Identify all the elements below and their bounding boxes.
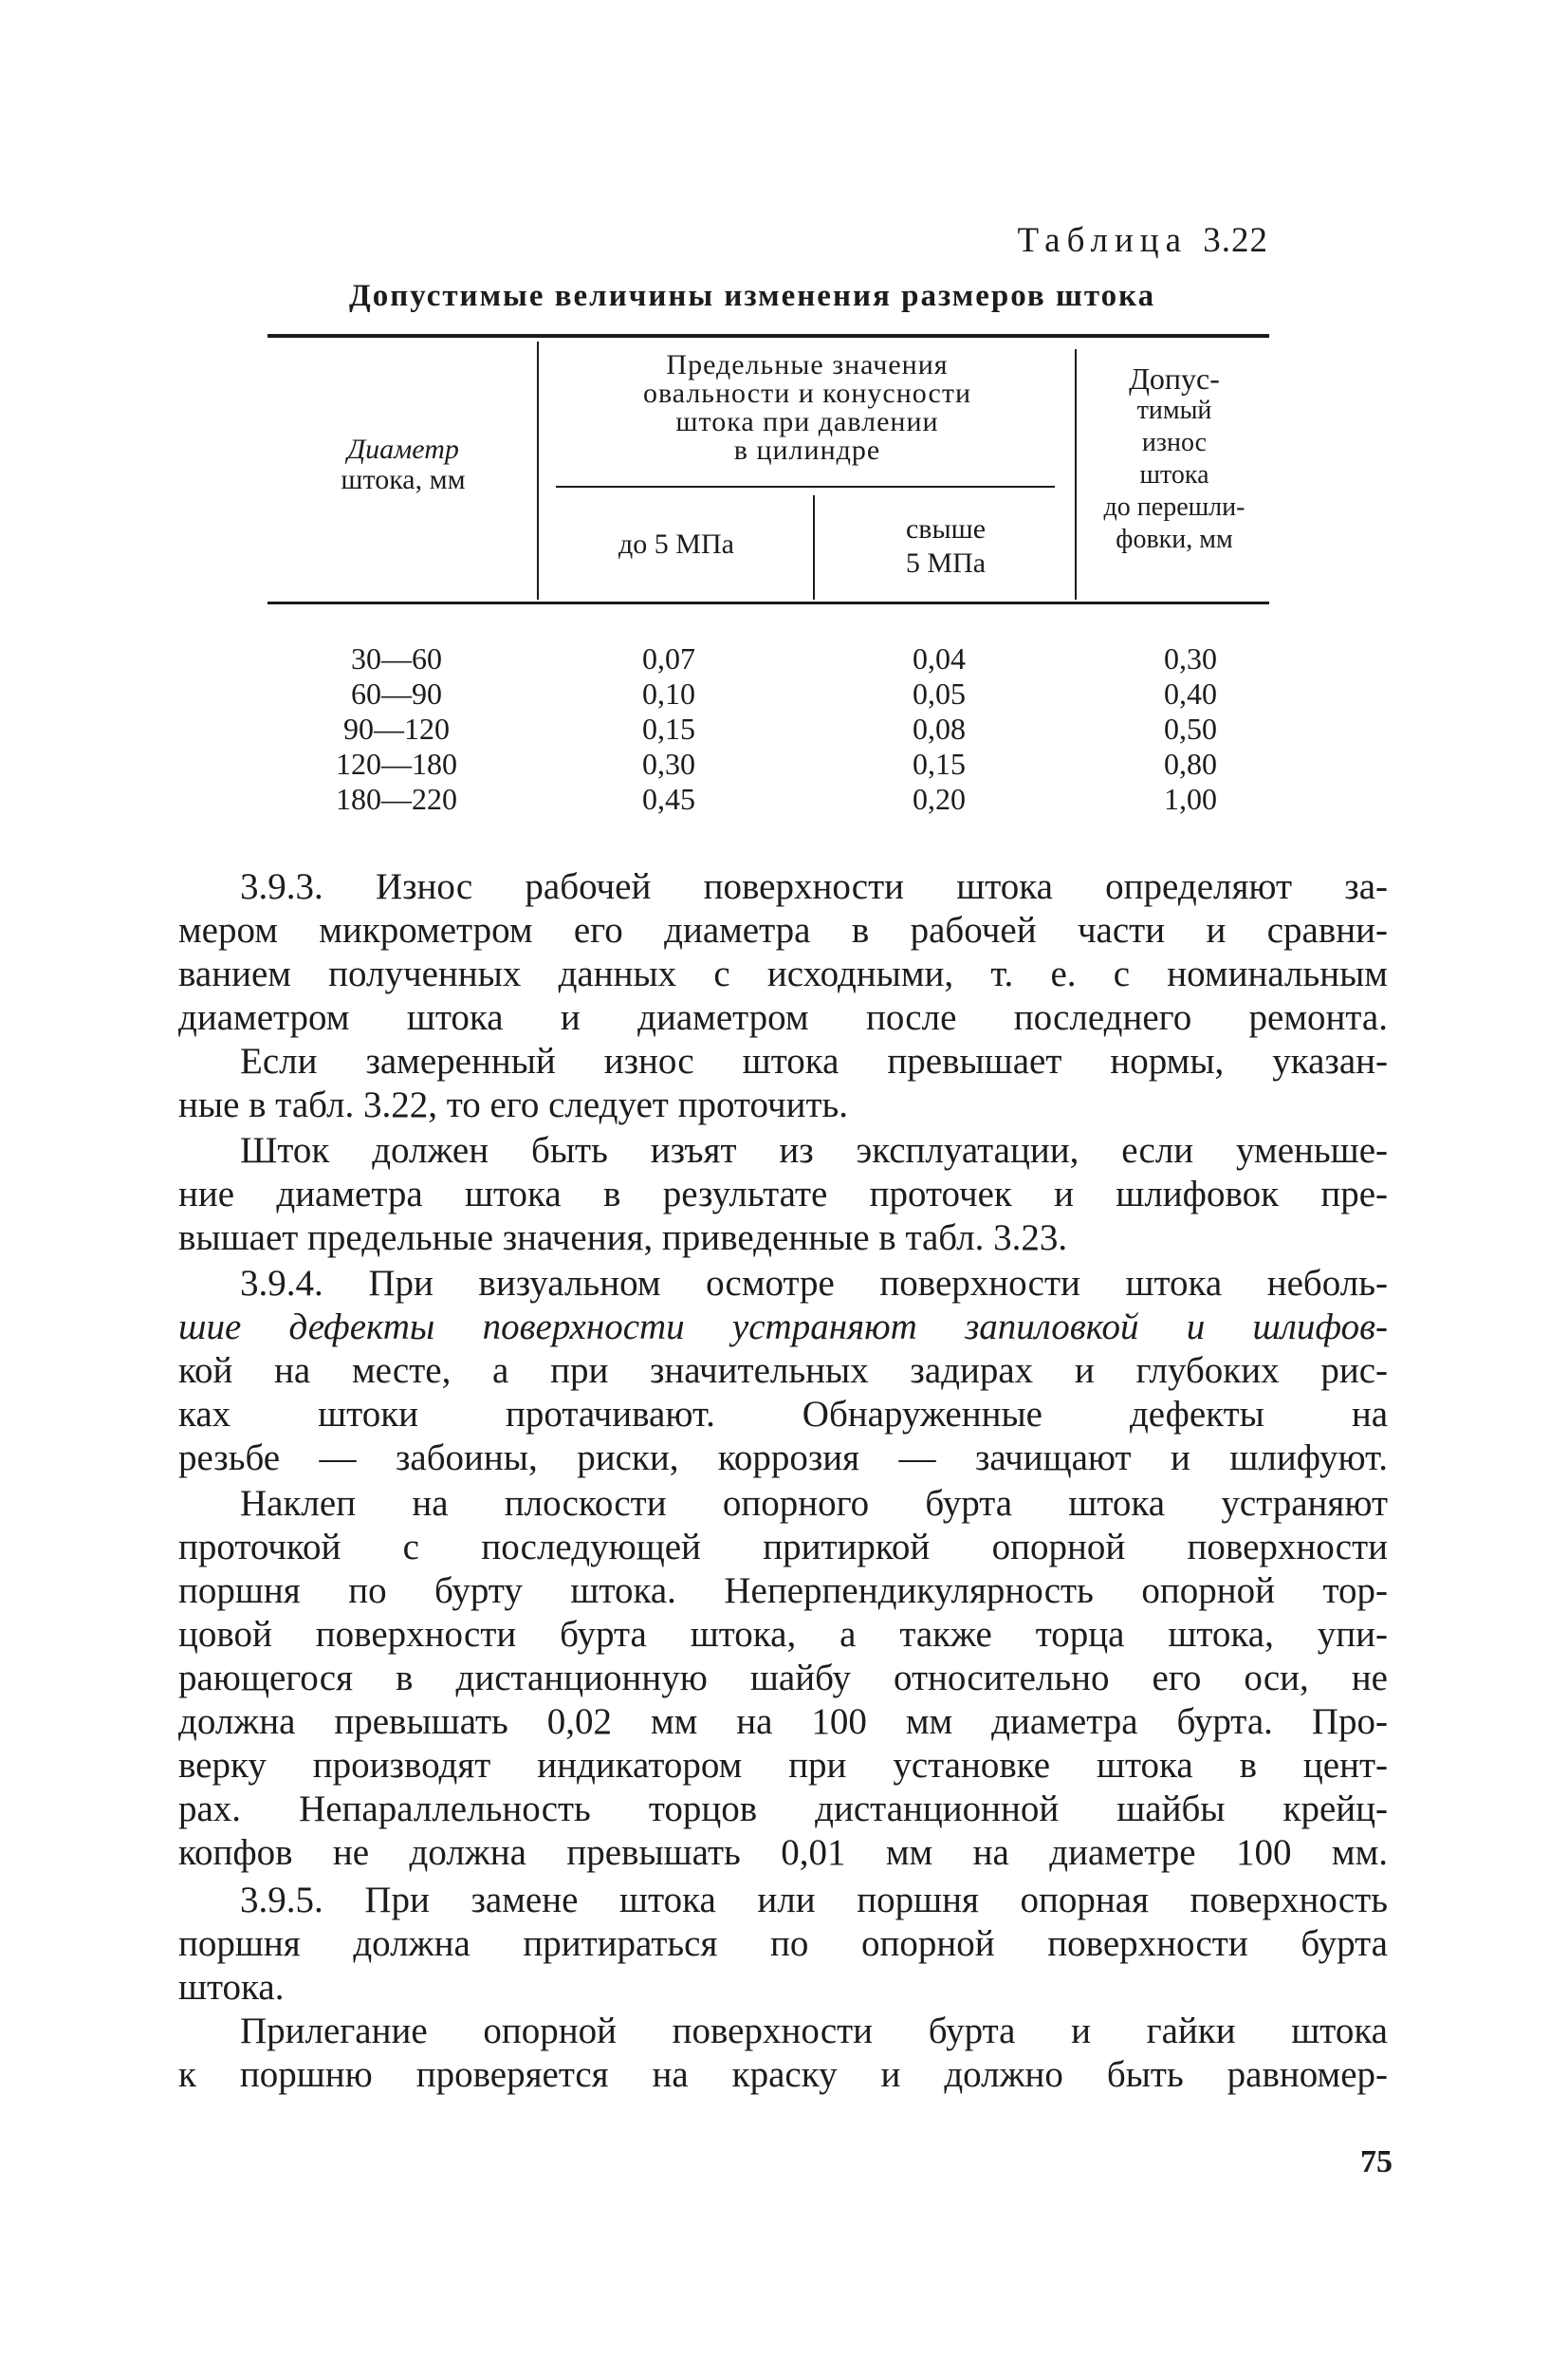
table-cell: 180—220	[336, 782, 457, 816]
text-line: мером микрометром его диаметра в рабочей части и сравни-	[178, 910, 1388, 951]
paragraph-withdrawal	[178, 1129, 1388, 1260]
text-line: 3.9.5. При замене штока или поршня опорная поверхность	[240, 1880, 1388, 1920]
text-line: ние диаметра штока в результате проточек и шлифовок пре-	[178, 1174, 1388, 1214]
paragraph-3-9-5	[178, 1879, 1388, 2010]
table-label-word: Таблица	[1017, 221, 1188, 260]
table-cell: 0,15	[913, 747, 966, 781]
table-divider-3	[813, 495, 815, 600]
header-pressure-low: до 5 МПа	[618, 528, 734, 560]
table-cell: 0,30	[1164, 641, 1217, 676]
text-line: должна превышать 0,02 мм на 100 мм диаметра бурта. Про-	[178, 1701, 1388, 1742]
text-line: поршня должна притираться по опорной поверхности бурта	[178, 1923, 1388, 1964]
table-top-rule	[267, 334, 1269, 338]
header-limit-line-2: овальности и конусности	[642, 378, 972, 409]
text-line: ках штоки протачивают. Обнаруженные дефекты на	[178, 1394, 1388, 1435]
header-pressure-high-line-2: 5 МПа	[905, 547, 987, 579]
text-line: 3.9.3. Износ рабочей поверхности штока определяют за-	[240, 866, 1388, 907]
table-cell: 30—60	[351, 641, 442, 676]
table-cell: 0,10	[642, 677, 695, 711]
text-line: вышает предельные значения, приведенные в табл. 3.23.	[178, 1217, 1068, 1258]
table-label	[1018, 220, 1269, 261]
text-line: рах. Непараллельность торцов дистанционной шайбы крейц-	[178, 1789, 1388, 1829]
table-cell: 0,80	[1164, 747, 1217, 781]
text-line: поршня по бурту штока. Неперпендикулярность опорной тор-	[178, 1570, 1388, 1611]
table-cell: 0,20	[913, 782, 966, 816]
header-limit-line-3: штока при давлении	[675, 406, 939, 437]
text-line: верку производят индикатором при установке штока в цент-	[178, 1745, 1388, 1786]
text-line: копфов не должна превышать 0,01 мм на диаметре 100 мм.	[178, 1832, 1388, 1873]
text-line: шие дефекты поверхности устраняют запиловкой и шлифов-	[178, 1307, 1388, 1347]
text-line: Прилегание опорной поверхности бурта и гайки штока	[240, 2011, 1388, 2051]
table-cell: 1,00	[1164, 782, 1217, 816]
header-diameter-line-2: штока, мм	[341, 464, 466, 495]
header-allowed-wear	[1081, 362, 1267, 556]
header-wear-line-2: тимый	[1136, 396, 1212, 425]
header-limit-values	[546, 351, 1068, 465]
table-cell: 0,45	[642, 782, 695, 816]
text-line: штока.	[178, 1967, 285, 2008]
text-line: ные в табл. 3.22, то его следует проточить.	[178, 1084, 849, 1125]
text-line: ванием полученных данных с исходными, т. е. с номинальным	[178, 954, 1388, 994]
header-wear-line-1: Допус-	[1129, 361, 1220, 396]
table-cell: 0,15	[642, 712, 695, 746]
table-cell: 90—120	[343, 712, 450, 746]
text-line: 3.9.4. При визуальном осмотре поверхности штока неболь-	[240, 1263, 1388, 1304]
text-line: диаметром штока и диаметром после последнего ремонта.	[178, 997, 1388, 1038]
table-cell: 60—90	[351, 677, 442, 711]
header-pressure-high	[821, 512, 1070, 581]
table-caption: Допустимые величины изменения размеров штока	[349, 279, 1156, 313]
text-line: к поршню проверяется на краску и должно быть равномер-	[178, 2054, 1388, 2095]
header-wear-line-6: фовки, мм	[1116, 525, 1233, 554]
table-cell: 0,30	[642, 747, 695, 781]
column-diameter	[302, 641, 491, 817]
column-pressure-low	[588, 641, 749, 817]
table-cell: 0,05	[913, 677, 966, 711]
column-pressure-high	[858, 641, 1020, 817]
header-wear-line-5: до перешли-	[1103, 492, 1245, 522]
table-cell: 0,40	[1164, 677, 1217, 711]
table-label-number: 3.22	[1203, 221, 1268, 260]
table-cell: 0,08	[913, 712, 966, 746]
header-limit-line-4: в цилиндре	[733, 435, 881, 466]
table-cell: 0,07	[642, 641, 695, 676]
header-limit-line-1: Предельные значения	[666, 349, 949, 380]
table-subheader-rule	[556, 486, 1055, 488]
paragraph-3-9-3	[178, 865, 1388, 1040]
text-line: проточкой с последующей притиркой опорной поверхности	[178, 1527, 1388, 1567]
paragraph-rivet	[178, 1482, 1388, 1875]
table-header-rule	[267, 602, 1269, 604]
column-allowed-wear	[1110, 641, 1271, 817]
header-diameter-line-1: Диаметр	[347, 434, 459, 465]
table-divider-1	[537, 342, 539, 600]
table-cell: 0,50	[1164, 712, 1217, 746]
page-number: 75	[1360, 2144, 1393, 2179]
header-pressure-high-line-1: свыше	[905, 513, 987, 545]
text-line: Наклеп на плоскости опорного бурта штока устраняют	[240, 1483, 1388, 1524]
header-diameter	[275, 435, 531, 495]
header-wear-line-4: штока	[1139, 460, 1209, 490]
paragraph-3-9-4	[178, 1262, 1388, 1480]
text-line: Если замеренный износ штока превышает нормы, указан-	[240, 1041, 1388, 1082]
table-cell: 0,04	[913, 641, 966, 676]
paragraph-fit	[178, 2010, 1388, 2097]
text-line: кой на месте, а при значительных задирах и глубоких рис-	[178, 1350, 1388, 1391]
text-line: рающегося в дистанционную шайбу относительно его оси, не	[178, 1658, 1388, 1698]
text-line: резьбе — забоины, риски, коррозия — зачищают и шлифуют.	[178, 1437, 1388, 1478]
table-divider-2	[1075, 349, 1077, 600]
text-line: цовой поверхности бурта штока, а также торца штока, упи-	[178, 1614, 1388, 1655]
table-cell: 120—180	[336, 747, 457, 781]
text-line: Шток должен быть изъят из эксплуатации, если уменьше-	[240, 1130, 1388, 1171]
paragraph-norms	[178, 1040, 1388, 1127]
header-wear-line-3: износ	[1141, 428, 1208, 457]
